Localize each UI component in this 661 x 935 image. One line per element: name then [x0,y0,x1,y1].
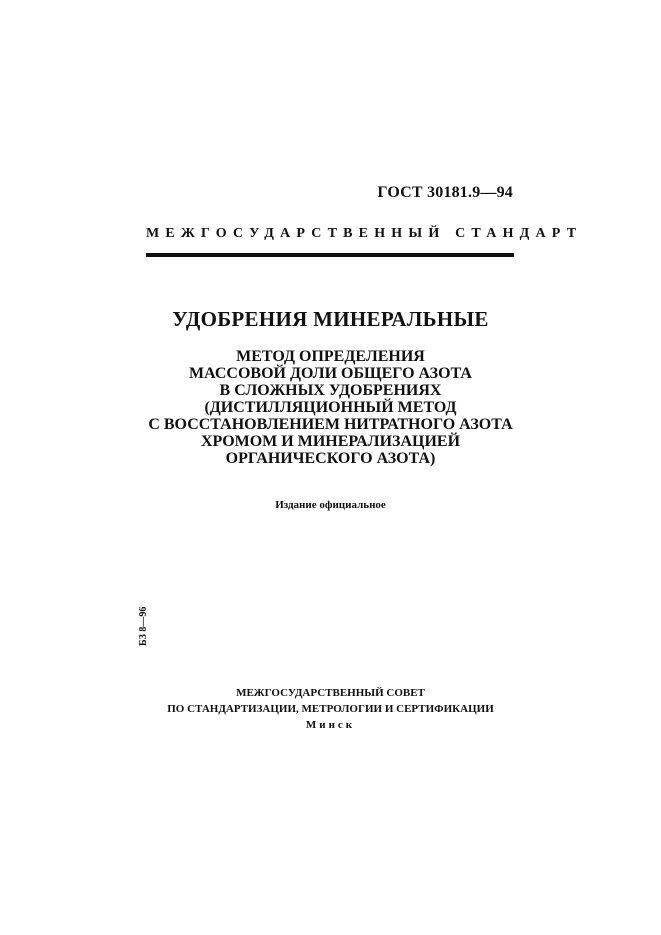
heading-rule [146,253,514,257]
standard-number: ГОСТ 30181.9—94 [377,184,513,201]
side-code: БЗ 8—96 [138,606,149,646]
subtitle-line: ХРОМОМ И МИНЕРАЛИЗАЦИЕЙ [200,433,461,450]
publisher-line: МЕЖГОСУДАРСТВЕННЫЙ СОВЕТ [236,687,425,699]
subtitle-line: С ВОССТАНОВЛЕНИЕМ НИТРАТНОГО АЗОТА [148,416,513,433]
document-subtitle [0,348,661,467]
subtitle-line: ОРГАНИЧЕСКОГО АЗОТА) [225,450,436,467]
publisher-line: ПО СТАНДАРТИЗАЦИИ, МЕТРОЛОГИИ И СЕРТИФИКАЦИИ [167,703,494,715]
subtitle-line: В СЛОЖНЫХ УДОБРЕНИЯХ [219,382,442,399]
subtitle-line: (ДИСТИЛЛЯЦИОННЫЙ МЕТОД [204,399,457,416]
edition-label: Издание официальное [275,499,386,511]
subtitle-line: МАССОВОЙ ДОЛИ ОБЩЕГО АЗОТА [189,365,472,382]
publisher-block [0,685,661,733]
document-title: УДОБРЕНИЯ МИНЕРАЛЬНЫЕ [172,307,489,331]
standard-type-heading: МЕЖГОСУДАРСТВЕННЫЙ СТАНДАРТ [146,226,583,241]
publisher-city: Минск [305,719,356,731]
subtitle-line: МЕТОД ОПРЕДЕЛЕНИЯ [236,348,425,365]
